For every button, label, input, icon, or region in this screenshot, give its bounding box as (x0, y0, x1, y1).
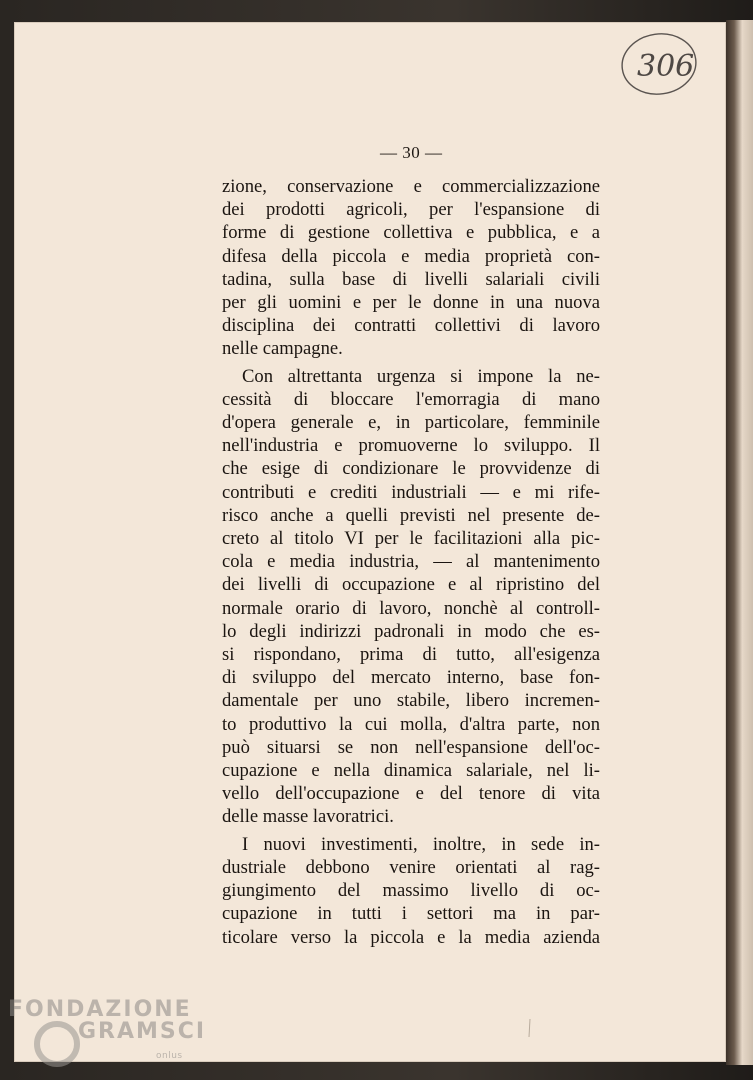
text-line: cupazione in tutti i settori ma in par- (222, 903, 600, 925)
text-line: cessità di bloccare l'emorragia di mano (222, 388, 600, 410)
text-line: contributi e crediti industriali — e mi rife- (222, 481, 600, 503)
text-line: zione, conservazione e commercializzazione (222, 176, 600, 197)
text-line: di sviluppo del mercato interno, base fon- (222, 667, 600, 689)
text-line: ticolare verso la piccola e la media azienda (222, 926, 600, 948)
text-line: tadina, sulla base di livelli salariali civili (222, 268, 600, 290)
body-text (222, 175, 600, 953)
text-line: dustriale debbono venire orientati al rag- (222, 856, 600, 878)
text-line: vello dell'occupazione e del tenore di vita (222, 783, 600, 805)
text-line: forme di gestione collettiva e pubblica, e a (222, 222, 600, 244)
watermark-suffix: onlus (156, 1051, 183, 1061)
text-line: lo degli indirizzi padronali in modo che es- (222, 620, 600, 642)
text-line: to produttivo la cui molla, d'altra parte, non (222, 713, 600, 735)
text-line: I nuovi investimenti, inoltre, in sede in- (242, 833, 600, 855)
watermark-line-2: GRAMSCI (78, 1019, 207, 1044)
text-line: che esige di condizionare le provvidenze di (222, 458, 600, 480)
text-line: creto al titolo VI per le facilitazioni alla pic- (222, 528, 600, 550)
text-line: disciplina dei contratti collettivi di lavoro (222, 315, 600, 337)
text-line: cupazione e nella dinamica salariale, nel li- (222, 760, 600, 782)
watermark-logo-icon (34, 1021, 80, 1067)
text-line: dei prodotti agricoli, per l'espansione di (222, 199, 600, 221)
text-line: per gli uomini e per le donne in una nuova (222, 292, 600, 314)
text-line: può situarsi se non nell'espansione dell'oc- (222, 736, 600, 758)
page-number: — 30 — (380, 143, 443, 162)
text-line: nell'industria e promuoverne lo sviluppo. Il (222, 435, 600, 457)
text-line: d'opera generale e, in particolare, femminile (222, 412, 600, 434)
text-line: cola e media industria, — al mantenimento (222, 551, 600, 573)
pencil-mark (527, 1018, 533, 1038)
watermark-line-1: FONDAZIONE (8, 997, 192, 1022)
text-line: giungimento del massimo livello di oc- (222, 880, 600, 902)
text-line: delle masse lavoratrici. (222, 806, 394, 828)
text-line: dei livelli di occupazione e al ripristino del (222, 574, 600, 596)
text-line: nelle campagne. (222, 338, 343, 360)
text-line: si rispondano, prima di tutto, all'esigenza (222, 644, 600, 666)
text-line: normale orario di lavoro, nonchè al controll- (222, 597, 600, 619)
paragraph-2 (222, 365, 600, 829)
text-line: difesa della piccola e media proprietà con- (222, 245, 600, 267)
annotation-text: 306 (637, 49, 695, 84)
text-line: risco anche a quelli previsti nel presente de- (222, 504, 600, 526)
text-line: damentale per uno stabile, libero incremen- (222, 690, 600, 712)
fondazione-gramsci-watermark (8, 995, 207, 1075)
paragraph-3 (222, 833, 600, 949)
paragraph-1 (222, 175, 600, 361)
text-line: Con altrettanta urgenza si impone la ne- (242, 365, 600, 387)
next-page-edge (726, 20, 753, 1065)
handwritten-page-annotation (617, 28, 699, 98)
